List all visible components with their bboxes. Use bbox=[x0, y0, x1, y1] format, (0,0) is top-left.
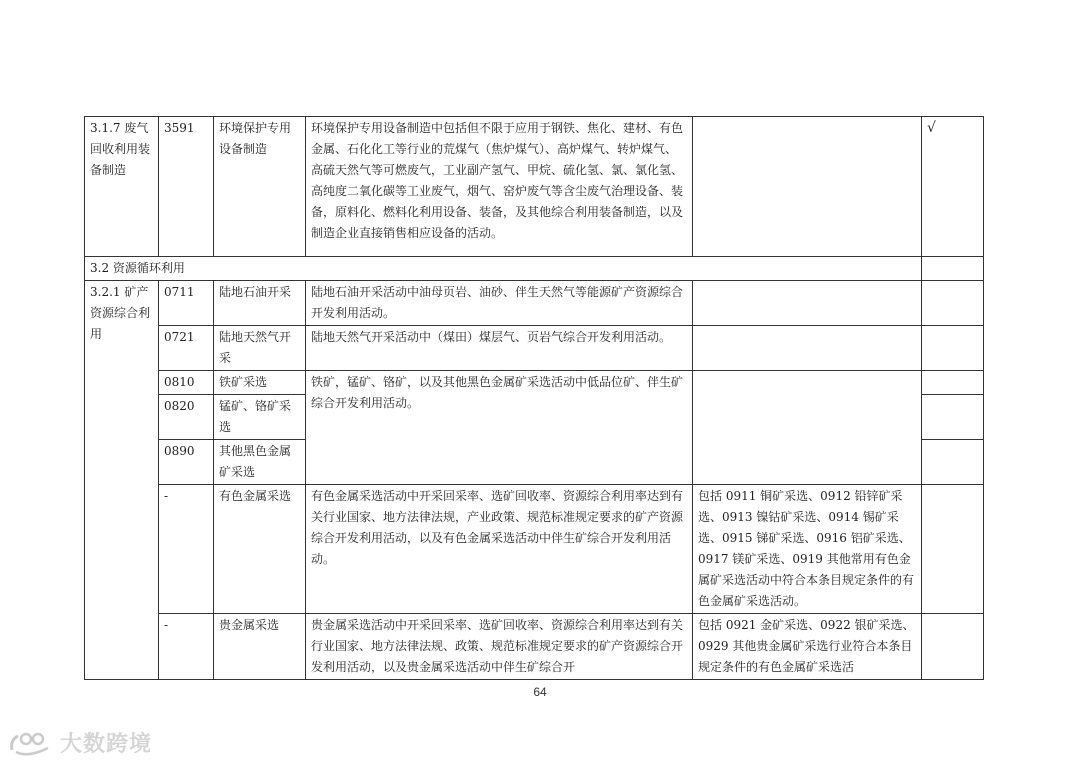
industry-cell: 铁矿采选 bbox=[214, 371, 306, 395]
page-number: 64 bbox=[533, 685, 547, 699]
description-cell: 环境保护专用设备制造中包括但不限于应用于钢铁、焦化、建材、有色金属、石化化工等行业的荒煤气（焦炉煤气）、高炉煤气、转炉煤气、高硫天然气等可燃废气，工业副产氢气、甲烷、硫化氢、氯、氯化氢、高纯度二氧化碳等工业废气，烟气、窑炉废气等含尘废气治理设备、装备，原料化、燃料化利用设备、装备，及其他综合利用装备制造，以及制造企业直接销售相应设备的活动。 bbox=[306, 117, 693, 257]
table-row bbox=[85, 485, 984, 614]
code-cell: 0810 bbox=[159, 371, 214, 395]
description-cell: 铁矿，锰矿、铬矿，以及其他黑色金属矿采选活动中低品位矿、伴生矿综合开发利用活动。 bbox=[306, 371, 693, 485]
code-cell: 0890 bbox=[159, 440, 214, 485]
category-cell: 3.2.1 矿产资源综合利用 bbox=[85, 281, 159, 680]
industry-cell: 锰矿、铬矿采选 bbox=[214, 395, 306, 440]
note-cell bbox=[693, 281, 922, 326]
code-cell: 0711 bbox=[159, 281, 214, 326]
section-row bbox=[85, 257, 984, 281]
description-cell: 陆地天然气开采活动中（煤田）煤层气、页岩气综合开发利用活动。 bbox=[306, 326, 693, 371]
check-cell bbox=[922, 440, 984, 485]
table-row bbox=[85, 326, 984, 371]
note-cell bbox=[693, 326, 922, 371]
description-cell: 有色金属采选活动中开采回采率、选矿回收率、资源综合利用率达到有关行业国家、地方法律法规，产业政策、规范标准规定要求的矿产资源综合开发利用活动，以及有色金属采选活动中伴生矿综合开发利用活动。 bbox=[306, 485, 693, 614]
check-cell bbox=[922, 395, 984, 440]
note-cell: 包括 0921 金矿采选、0922 银矿采选、0929 其他贵金属矿采选行业符合本条目规定条件的有色金属矿采选活 bbox=[693, 614, 922, 680]
check-mark: √ bbox=[922, 117, 984, 257]
table-row bbox=[85, 614, 984, 680]
check-cell bbox=[922, 485, 984, 614]
description-cell: 贵金属采选活动中开采回采率、选矿回收率、资源综合利用率达到有关行业国家、地方法律法规、政策、规范标准规定要求的矿产资源综合开发利用活动，以及贵金属采选活动中伴生矿综合开 bbox=[306, 614, 693, 680]
check-cell bbox=[922, 281, 984, 326]
watermark-text: 大数跨境 bbox=[60, 732, 153, 757]
industry-cell: 陆地石油开采 bbox=[214, 281, 306, 326]
industry-cell: 陆地天然气开采 bbox=[214, 326, 306, 371]
check-cell bbox=[922, 326, 984, 371]
note-cell bbox=[693, 117, 922, 257]
code-cell: 3591 bbox=[159, 117, 214, 257]
table-row bbox=[85, 117, 984, 257]
industry-cell: 有色金属采选 bbox=[214, 485, 306, 614]
note-cell: 包括 0911 铜矿采选、0912 铅锌矿采选、0913 镍钴矿采选、0914 锡矿采选、0915 锑矿采选、0916 铝矿采选、0917 镁矿采选、0919 其他常用有色金属矿采选活动中符合本条目规定条件的有色金属矿采选活动。 bbox=[693, 485, 922, 614]
code-cell: 0721 bbox=[159, 326, 214, 371]
industry-cell: 贵金属采选 bbox=[214, 614, 306, 680]
check-cell bbox=[922, 614, 984, 680]
table-row bbox=[85, 281, 984, 326]
code-cell: - bbox=[159, 614, 214, 680]
category-cell: 3.1.7 废气回收利用装备制造 bbox=[85, 117, 159, 257]
table-row bbox=[85, 371, 984, 395]
description-cell: 陆地石油开采活动中油母页岩、油砂、伴生天然气等能源矿产资源综合开发利用活动。 bbox=[306, 281, 693, 326]
code-cell: 0820 bbox=[159, 395, 214, 440]
watermark bbox=[8, 727, 152, 758]
industry-cell: 环境保护专用设备制造 bbox=[214, 117, 306, 257]
code-cell: - bbox=[159, 485, 214, 614]
section-heading: 3.2 资源循环利用 bbox=[85, 257, 922, 281]
note-cell bbox=[693, 371, 922, 485]
check-cell bbox=[922, 257, 984, 281]
watermark-logo-icon bbox=[8, 730, 56, 756]
check-cell bbox=[922, 371, 984, 395]
industry-cell: 其他黑色金属矿采选 bbox=[214, 440, 306, 485]
catalog-table bbox=[84, 116, 984, 680]
